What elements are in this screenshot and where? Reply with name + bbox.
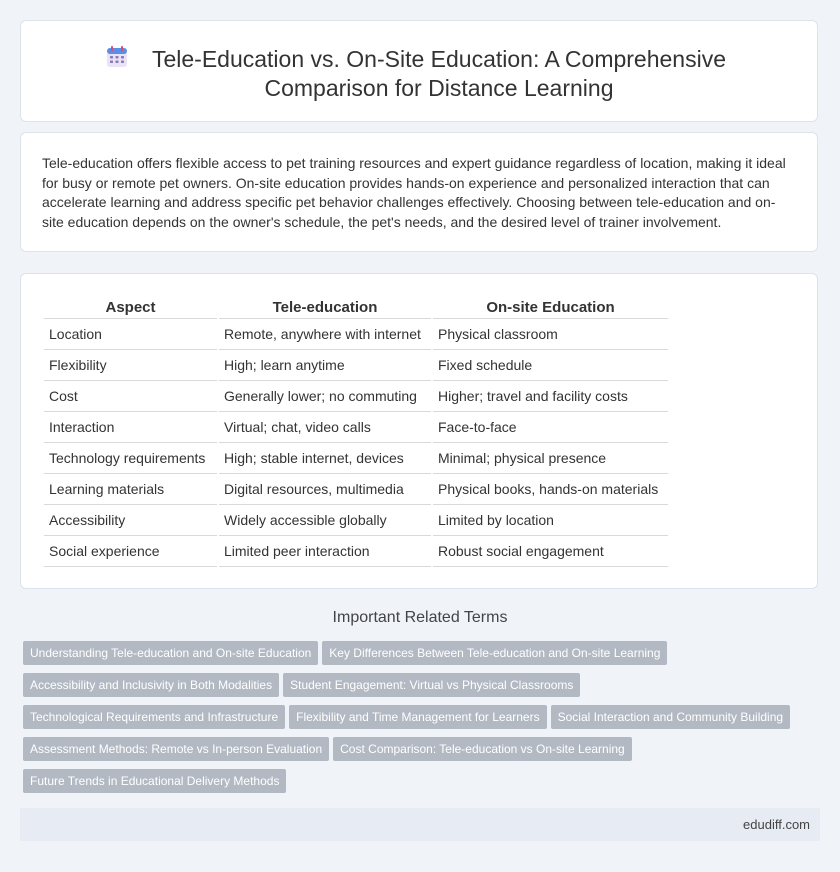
footer: [20, 808, 820, 841]
comparison-table-card: [20, 273, 818, 589]
table-cell: Location: [44, 318, 217, 349]
table-cell: Flexibility: [44, 349, 217, 380]
related-term-tag[interactable]: Flexibility and Time Management for Learners: [289, 705, 546, 729]
table-row: [44, 411, 668, 442]
related-term-tag[interactable]: Technological Requirements and Infrastructure: [23, 705, 285, 729]
table-row: [44, 442, 668, 473]
table-cell: Digital resources, multimedia: [219, 473, 431, 504]
column-header: On-site Education: [486, 299, 615, 316]
table-cell: Face-to-face: [433, 411, 668, 442]
related-term-tag[interactable]: Future Trends in Educational Delivery Methods: [23, 769, 286, 793]
table-cell: Limited peer interaction: [219, 535, 431, 567]
table-cell: Remote, anywhere with internet: [219, 318, 431, 349]
comparison-table: [42, 296, 670, 567]
table-row: [44, 473, 668, 504]
table-cell: Social experience: [44, 535, 217, 567]
table-cell: Learning materials: [44, 473, 217, 504]
related-terms-heading: Important Related Terms: [332, 609, 508, 626]
table-row: [44, 535, 668, 567]
table-row: [44, 318, 668, 349]
table-cell: Widely accessible globally: [219, 504, 431, 535]
table-cell: Fixed schedule: [433, 349, 668, 380]
table-row: [44, 380, 668, 411]
intro-paragraph: Tele-education offers flexible access to pet training resources and expert guidance regardless of location, making it ideal for busy or remote pet owners. On-site education provides hands-on experience and personalized interaction that can accelerate learning and address specific pet behavior challenges effectively. Choosing between tele-education and on-site education depends on the owner's schedule, the pet's needs, and the desired level of trainer involvement.: [42, 155, 786, 230]
related-term-tag[interactable]: Cost Comparison: Tele-education vs On-site Learning: [333, 737, 632, 761]
table-cell: Minimal; physical presence: [433, 442, 668, 473]
related-term-tag[interactable]: Understanding Tele-education and On-site Education: [23, 641, 318, 665]
related-term-tag[interactable]: Student Engagement: Virtual vs Physical Classrooms: [283, 673, 580, 697]
table-cell: Higher; travel and facility costs: [433, 380, 668, 411]
related-terms-list: [23, 641, 823, 801]
column-header: Tele-education: [272, 299, 378, 316]
table-cell: High; stable internet, devices: [219, 442, 431, 473]
table-header-row: [44, 296, 668, 318]
table-cell: High; learn anytime: [219, 349, 431, 380]
related-term-tag[interactable]: Accessibility and Inclusivity in Both Modalities: [23, 673, 279, 697]
table-cell: Physical books, hands-on materials: [433, 473, 668, 504]
table-cell: Cost: [44, 380, 217, 411]
page-title: Tele-Education vs. On-Site Education: A Comprehensive Comparison for Distance Learning: [151, 46, 727, 101]
title-card: [20, 20, 818, 122]
related-term-tag[interactable]: Social Interaction and Community Building: [551, 705, 790, 729]
table-row: [44, 504, 668, 535]
table-cell: Technology requirements: [44, 442, 217, 473]
table-cell: Virtual; chat, video calls: [219, 411, 431, 442]
site-name[interactable]: edudiff.com: [743, 817, 810, 832]
related-term-tag[interactable]: Assessment Methods: Remote vs In-person Evaluation: [23, 737, 329, 761]
table-cell: Generally lower; no commuting: [219, 380, 431, 411]
table-cell: Interaction: [44, 411, 217, 442]
table-row: [44, 349, 668, 380]
table-cell: Limited by location: [433, 504, 668, 535]
table-cell: Accessibility: [44, 504, 217, 535]
column-header: Aspect: [105, 299, 156, 316]
table-cell: Physical classroom: [433, 318, 668, 349]
related-term-tag[interactable]: Key Differences Between Tele-education and On-site Learning: [322, 641, 667, 665]
intro-card: [20, 132, 818, 252]
table-cell: Robust social engagement: [433, 535, 668, 567]
